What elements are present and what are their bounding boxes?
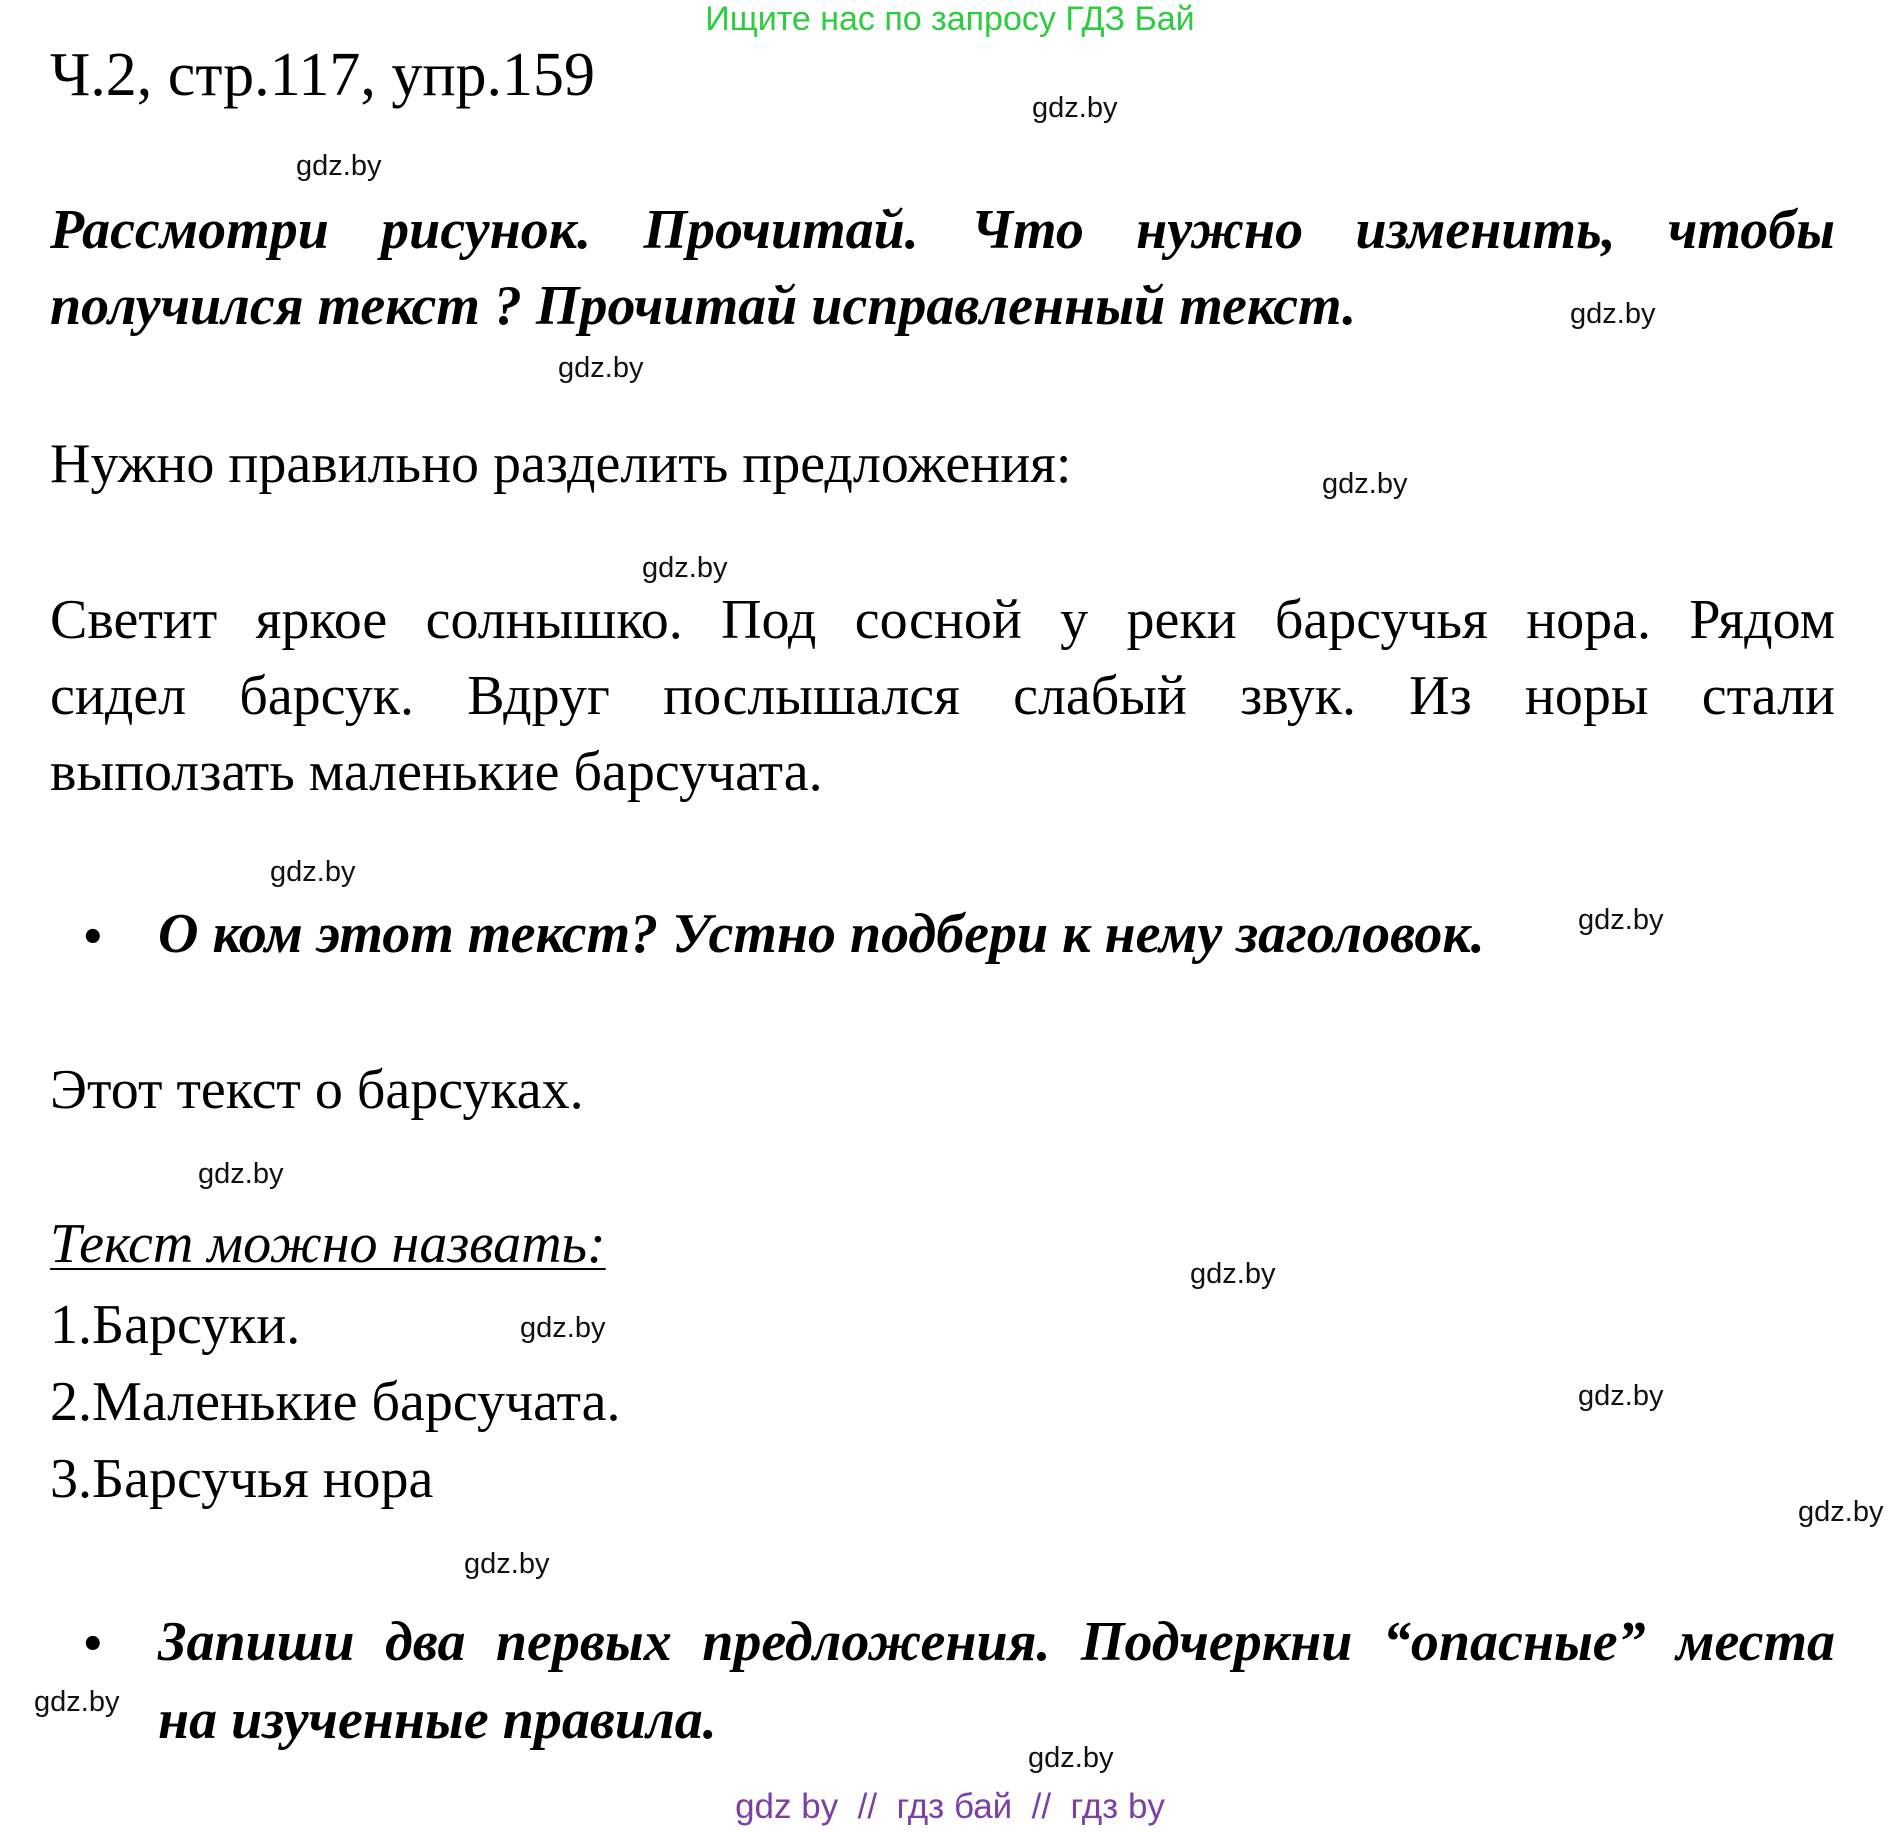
title-option-2: 2.Маленькие барсучата.: [50, 1371, 621, 1433]
footer-links: gdz by // гдз бай // гдз by: [735, 1787, 1165, 1826]
bullet-icon: •: [80, 1622, 106, 1668]
watermark: gdz.by: [270, 856, 356, 888]
watermark: gdz.by: [1578, 904, 1664, 936]
watermark: gdz.by: [1570, 298, 1656, 330]
task-instruction-line-2: получился текст ? Прочитай исправленный текст.: [50, 275, 1357, 337]
watermark: gdz.by: [1798, 1496, 1884, 1528]
corrected-text-line-1: Светит яркое солнышко. Под сосной у реки барсучья нора. Рядом: [50, 589, 1835, 651]
watermark: gdz.by: [642, 552, 728, 584]
bullet-icon: •: [80, 915, 106, 961]
title-option-1: 1.Барсуки.: [50, 1294, 301, 1356]
watermark: gdz.by: [520, 1312, 606, 1344]
title-option-3: 3.Барсучья нора: [50, 1448, 434, 1510]
task-instruction-line-1: Рассмотри рисунок. Прочитай. Что нужно изменить, чтобы: [50, 199, 1835, 261]
watermark: gdz.by: [1028, 1742, 1114, 1774]
corrected-text-line-3: выползать маленькие барсучата.: [50, 741, 823, 803]
watermark: gdz.by: [1190, 1258, 1276, 1290]
question-2: О ком этот текст? Устно подбери к нему заголовок.: [158, 903, 1485, 965]
corrected-text-line-2: сидел барсук. Вдруг послышался слабый звук. Из норы стали: [50, 665, 1835, 727]
watermark: gdz.by: [198, 1158, 284, 1190]
task-3-line-2: на изученные правила.: [158, 1689, 717, 1751]
watermark: gdz.by: [1032, 92, 1118, 124]
watermark: gdz.by: [1322, 468, 1408, 500]
task-3-line-1: Запиши два первых предложения. Подчеркни “опасные” места: [158, 1611, 1835, 1673]
answer-intro: Нужно правильно разделить предложения:: [50, 433, 1072, 495]
watermark: gdz.by: [34, 1686, 120, 1718]
answer-2: Этот текст о барсуках.: [50, 1059, 584, 1121]
exercise-heading: Ч.2, стр.117, упр.159: [50, 41, 596, 109]
watermark: gdz.by: [558, 352, 644, 384]
top-banner: Ищите нас по запросу ГДЗ Бай: [705, 0, 1195, 38]
watermark: gdz.by: [296, 150, 382, 182]
titles-label: Текст можно назвать:: [50, 1213, 606, 1275]
watermark: gdz.by: [464, 1548, 550, 1580]
watermark: gdz.by: [1578, 1380, 1664, 1412]
